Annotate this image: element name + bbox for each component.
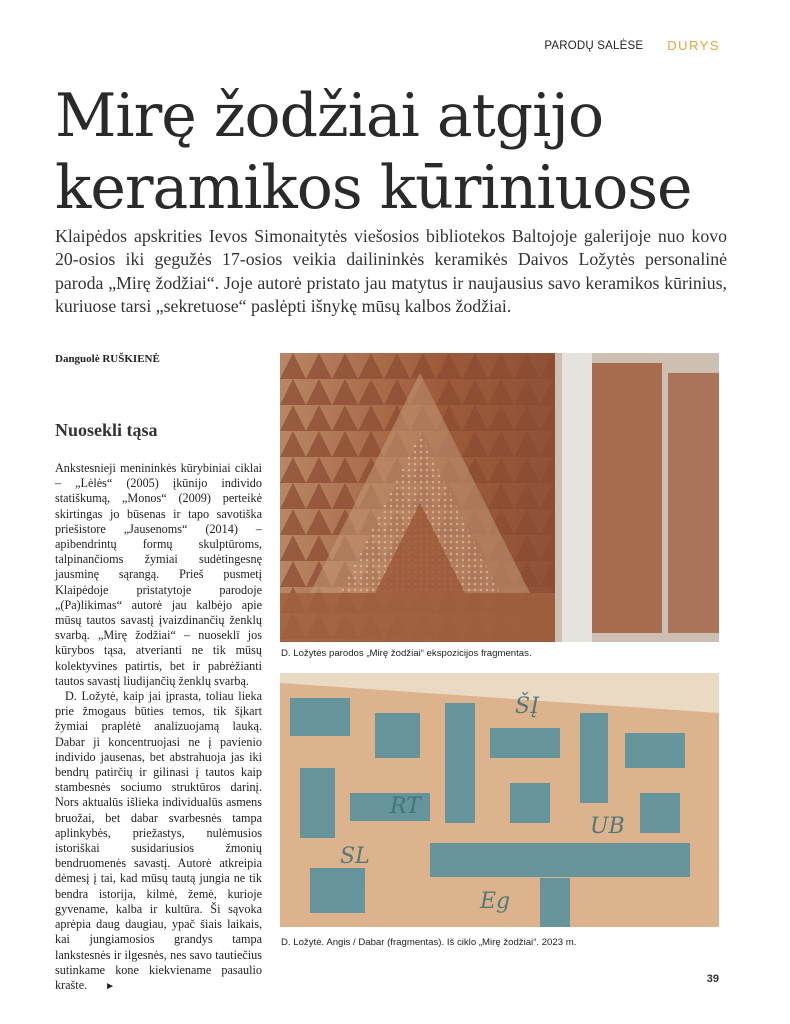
artwork-photo: [280, 673, 719, 927]
artwork-photo-image: [280, 673, 719, 927]
figure-caption: D. Ložytė. Angis / Dabar (fragmentas). Iš ciklo „Mirę žodžiai“. 2023 m.: [281, 937, 577, 948]
section-label: PARODŲ SALĖSE: [544, 39, 644, 52]
svg-text:UB: UB: [590, 814, 625, 839]
article-author: Danguolė RUŠKIENĖ: [55, 353, 160, 365]
figure-caption: D. Ložytės parodos „Mirę žodžiai“ ekspozicijos fragmentas.: [281, 648, 532, 659]
svg-text:ŠĮ: ŠĮ: [515, 694, 539, 719]
body-paragraph: Ankstesnieji menininkės kūrybiniai ciklai – „Lėlės“ (2005) įkūnijo individo statiškumą, „Monos“ (2009) perteikė skirtingas jo būsenas ir tapo savotiška priešistore „Jausenoms“ (2014) – apibendrintų formų skulptūroms, talpinančioms žymiai sudėtingesnę jausminę sąrangą. Prieš pusmetį Klaipėdoje pristatytoje parodoje „(Pa)likimas“ autorė jau kalbėjo apie mūsų tautos savastį įvaizdinančių ženklų svarbą. „Mirę žodžiai“ – nuoseklī jos kūrybos tąsa, atverianti ne tik mūsų kolektyvines patirtis, bet ir pabrėžianti tautos savastį liudijančių ženklų svarbą.: [55, 461, 262, 688]
svg-text:Eg: Eg: [480, 889, 511, 914]
article-body: [55, 461, 262, 994]
page-number: 39: [706, 973, 719, 985]
end-of-page-arrow-icon: ►: [105, 980, 116, 992]
body-paragraph: [55, 689, 262, 994]
article-title: Mirę žodžiai atgijo keramikos kūriniuose: [55, 81, 692, 223]
exhibition-photo: [280, 353, 719, 642]
magazine-brand: DURYS: [667, 38, 720, 53]
running-header: [544, 38, 720, 53]
svg-text:RT: RT: [390, 794, 421, 819]
svg-text:SL: SL: [340, 844, 370, 869]
exhibition-photo-image: [280, 353, 719, 642]
article-subheading: Nuosekli tąsa: [55, 420, 158, 440]
body-paragraph-text: D. Ložytė, kaip jai įprasta, toliau lieka prie žmogaus būties temos, tik šįkart žymiai praplėtė analizuojamą lauką. Dabar ji koncentruojasi ne į pavienio individo jausenas, bet abstrahuoja jas iki bendrų patirčių ir gilinasi į tautos kaip stambesnės sociumo struktūros darinį. Nors aktualūs išlieka individualūs asmens bruožai, bet dabar svarbesnės tampa aplinkybės, priežastys, nulėmusios istoriškai susidariusios žmonių bendruomenės savastį. Autorė atkreipia dėmesį į tai, kad mūsų tautą jungia ne tik bendra istorija, kilmė, žemė, kurioje gyvename, kalba ir kultūra. Ši sąvoka aprėpia daug daugiau, ypač šiais laikais, kai jungiamosios grandys tampa lankstesnės ir ilgesnės, nes savo tautiečius sutinkame kone kiekviename pasaulio krašte.: [55, 689, 262, 992]
article-lead: Klaipėdos apskrities Ievos Simonaitytės viešosios bibliotekos Baltojoje galerijoje nuo kovo 20-osios iki gegužės 17-osios veikia dailininkės keramikės Daivos Ložytės personalinė paroda „Mirę žodžiai“. Joje autorė pristato jau matytus ir naujausius savo keramikos kūrinius, kuriuose tarsi „sekretuose“ paslėpti išnykę mūsų kalbos žodžiai.: [55, 226, 727, 317]
